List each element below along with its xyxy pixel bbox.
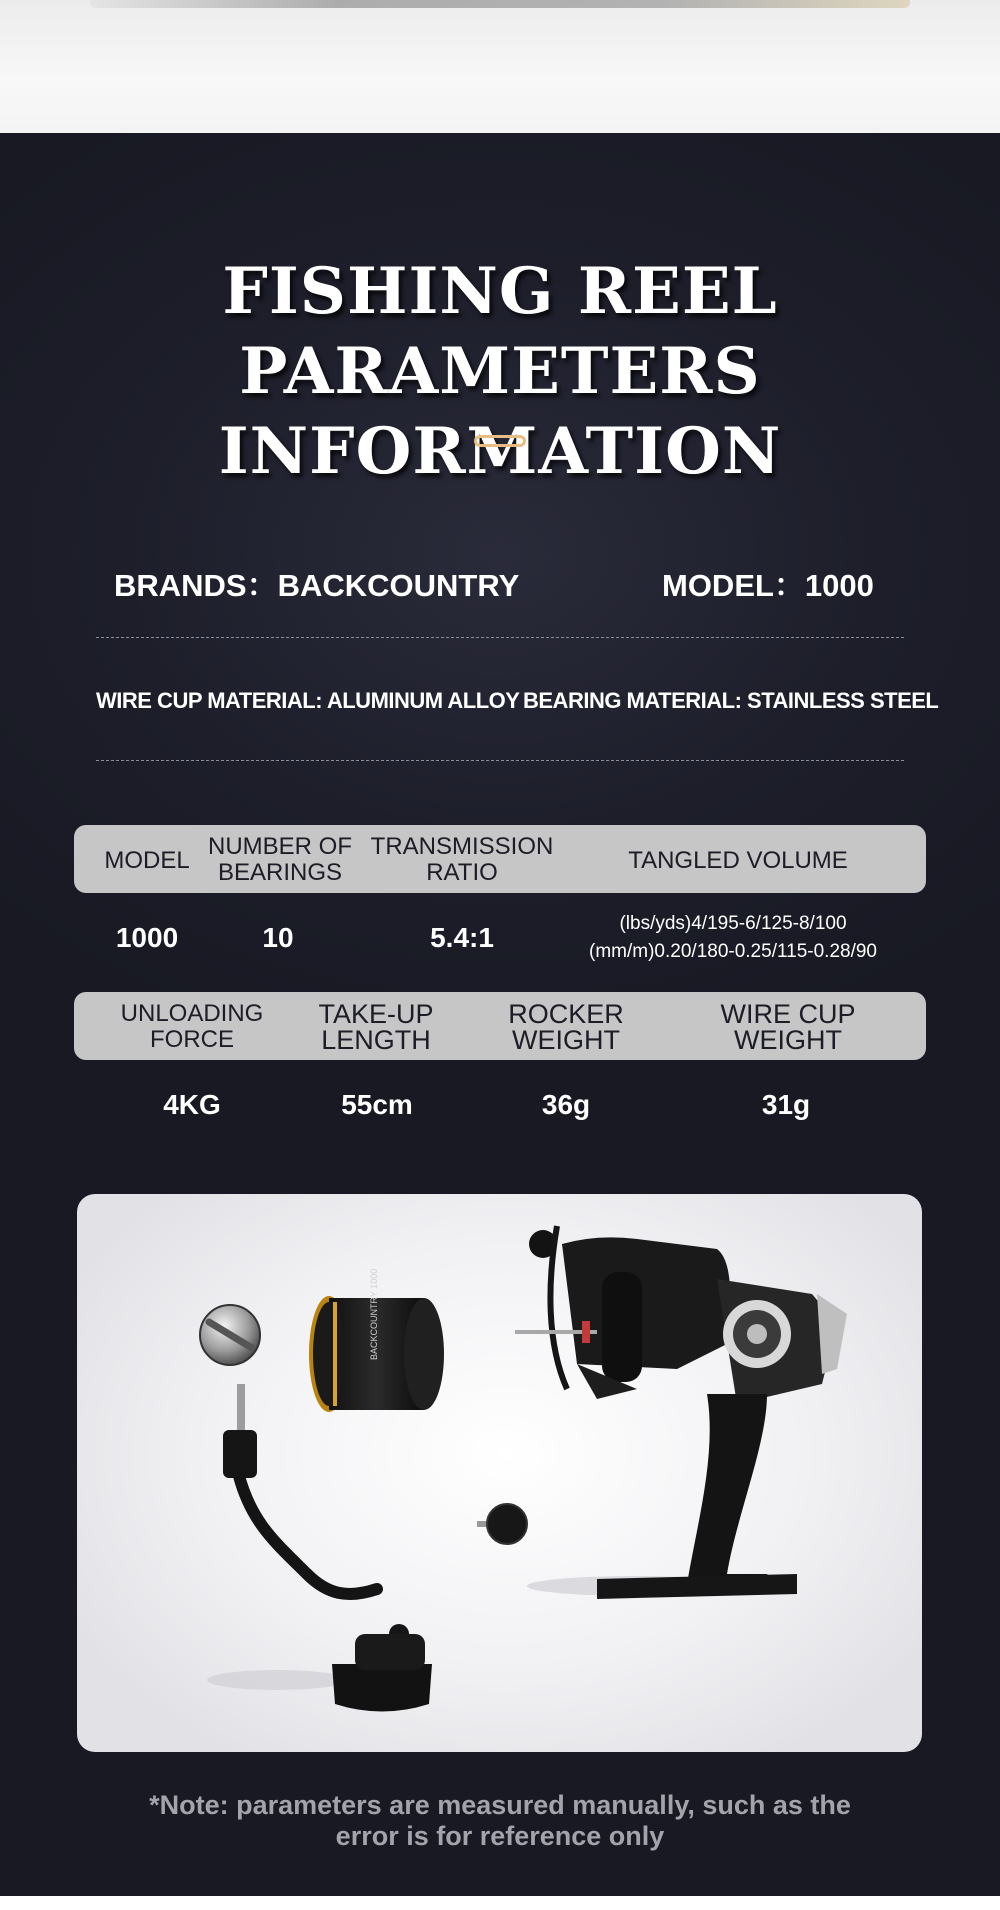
spool-label: BACKCOUNTRY 1000 <box>369 1268 379 1360</box>
header-transmission-ratio: TRANSMISSION RATIO <box>370 833 554 886</box>
reel-handle <box>223 1384 432 1712</box>
handle-knob <box>477 1504 527 1544</box>
header-tangled-volume: TANGLED VOLUME <box>628 847 848 874</box>
spare-spool <box>309 1269 444 1412</box>
dashed-divider <box>96 760 904 761</box>
brand-label: BRANDS：BACKCOUNTRY <box>114 568 520 603</box>
value-tangled-volume: (lbs/yds)4/195-6/125-8/100 (mm/m)0.20/180-0.25/115-0.28/90 <box>589 913 877 962</box>
header-model: MODEL <box>104 847 190 874</box>
product-shadow <box>90 0 910 8</box>
value-model: 1000 <box>115 922 179 953</box>
title-line-1: FISHING REEL PARAMETERS <box>222 254 778 409</box>
bottom-strip <box>0 1896 1000 1910</box>
value-transmission-ratio: 5.4:1 <box>430 922 494 953</box>
drag-cap <box>200 1305 260 1365</box>
product-photo <box>77 1194 922 1752</box>
measurement-note: *Note: parameters are measured manually, such as the error is for reference only <box>149 1790 851 1851</box>
value-take-up-length: 55cm <box>341 1089 413 1120</box>
header-wire-cup-weight: WIRE CUP WEIGHT <box>720 999 856 1055</box>
value-rocker-weight: 36g <box>541 1089 591 1120</box>
bearing-material: BEARING MATERIAL: STAINLESS STEEL <box>523 688 939 713</box>
dashed-divider <box>96 637 904 638</box>
model-label: MODEL：1000 <box>662 568 874 603</box>
wire-cup-material: WIRE CUP MATERIAL: ALUMINUM ALLOY <box>96 688 520 713</box>
header-number-of-bearings: NUMBER OF BEARINGS <box>208 833 352 886</box>
header-unloading-force: UNLOADING FORCE <box>120 1000 264 1053</box>
value-unloading-force: 4KG <box>163 1089 221 1120</box>
reel-body <box>515 1226 847 1599</box>
reel-parts-illustration <box>77 1194 922 1752</box>
page-title <box>0 252 1000 492</box>
title-accent-divider <box>474 435 526 447</box>
value-bearings: 10 <box>262 922 294 953</box>
header-take-up-length: TAKE-UP LENGTH <box>318 999 434 1055</box>
top-product-strip <box>0 0 1000 133</box>
header-rocker-weight: ROCKER WEIGHT <box>508 999 624 1055</box>
value-wire-cup-weight: 31g <box>761 1089 811 1120</box>
title-line-2: INFORMATION <box>218 414 782 489</box>
